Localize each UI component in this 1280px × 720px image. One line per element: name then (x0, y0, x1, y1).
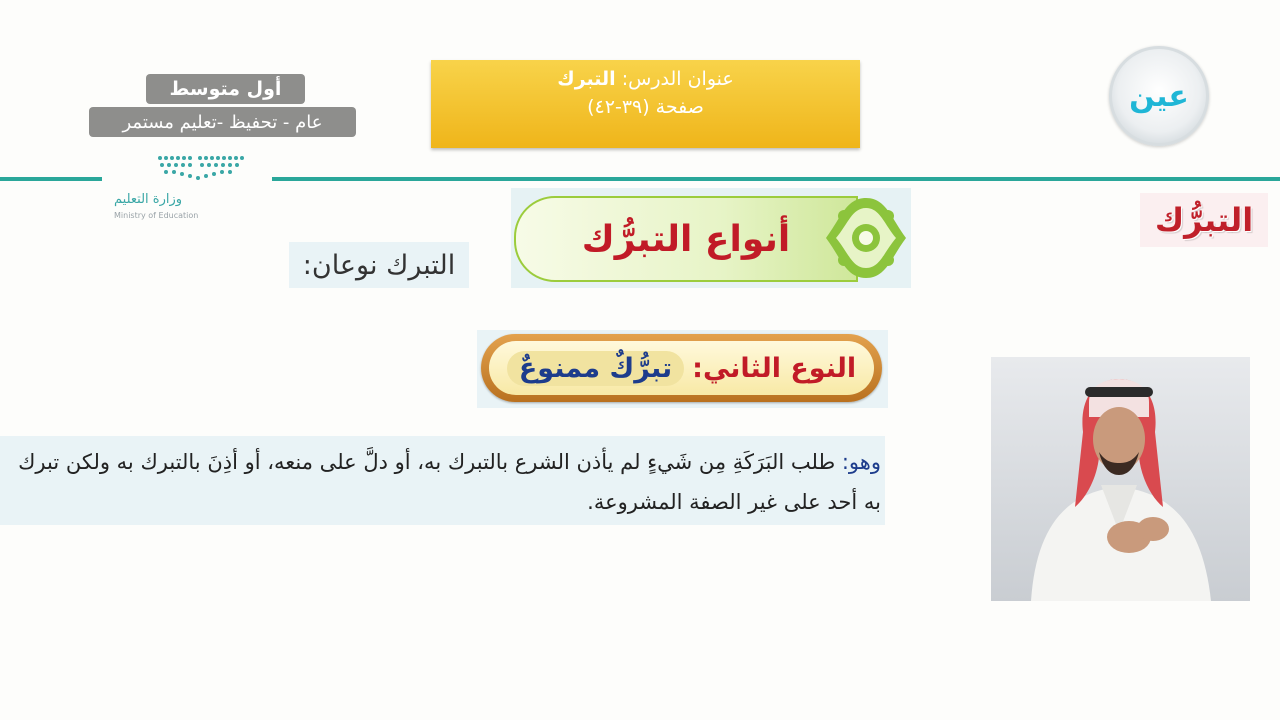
ministry-name-en: Ministry of Education (114, 211, 199, 220)
topic-side-tag-text: التبرُّك (1154, 201, 1254, 239)
grade-level-text: أول متوسط (169, 78, 282, 100)
interpreter-figure-icon (991, 357, 1250, 601)
second-type-card (477, 330, 888, 408)
types-count-text: التبرك نوعان: (302, 249, 456, 281)
lesson-title-banner (431, 60, 860, 148)
second-type-pill (481, 334, 882, 402)
track-badge (89, 107, 356, 137)
ornament-icon (811, 188, 911, 288)
grade-level-badge (146, 74, 305, 104)
topic-side-tag (1140, 193, 1268, 247)
types-heading-pill (514, 196, 858, 282)
lesson-title-prefix: عنوان الدرس: (621, 68, 734, 90)
lesson-title: التبرك (557, 68, 616, 90)
types-heading: أنواع التبرُّك (581, 218, 791, 260)
second-type-inner (489, 341, 874, 395)
lesson-pages: صفحة (٣٩-٤٢) (587, 96, 704, 118)
channel-logo (1109, 46, 1209, 146)
track-text: عام - تحفيظ -تعليم مستمر (122, 111, 323, 133)
second-type-label: النوع الثاني: (692, 352, 857, 384)
definition-box (0, 436, 885, 525)
definition-body: طلب البَرَكَةِ مِن شَيءٍ لم يأذن الشرع بالتبرك به، أو دلَّ على منعه، أو أذِنَ بالتبرك به ولكن تبرك به أحد على غير الصفة المشروعة. (18, 450, 881, 514)
types-count-statement (289, 242, 469, 288)
divider-line-left (0, 177, 102, 181)
lesson-title-line (431, 68, 860, 90)
second-type-value: تبرُّكٌ ممنوعٌ (507, 351, 684, 386)
definition-lead: وهو: (841, 450, 881, 474)
channel-logo-text: عين (1129, 78, 1189, 114)
divider-line-right (272, 177, 1280, 181)
ministry-name-ar: وزارة التعليم (114, 192, 183, 207)
types-heading-card (511, 188, 911, 288)
sign-language-interpreter-video (991, 357, 1250, 601)
